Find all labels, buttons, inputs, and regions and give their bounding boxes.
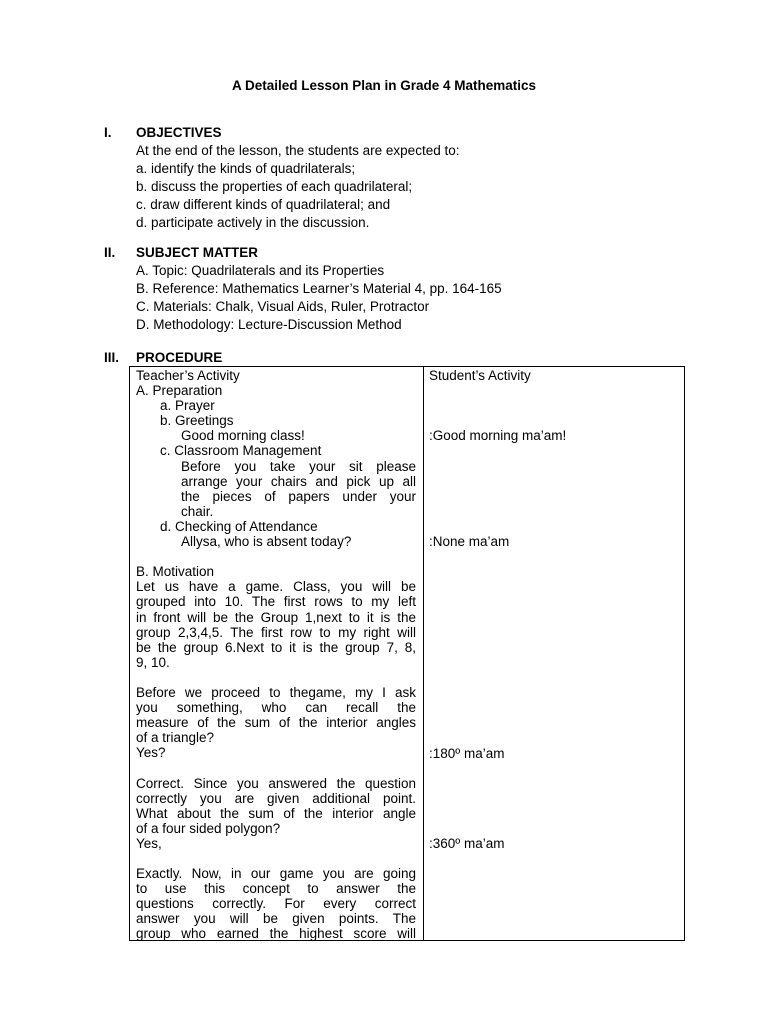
objectives-number: I. bbox=[104, 125, 112, 140]
attendance-item: d. Checking of Attendance bbox=[160, 518, 318, 534]
correct-line: Correct. Since you answered the question bbox=[136, 775, 416, 791]
student-response-triangle: :180º ma’am bbox=[429, 745, 505, 761]
objectives-list bbox=[136, 142, 696, 232]
classroom-management-line: arrange your chairs and pick up all bbox=[181, 473, 416, 489]
column-divider bbox=[423, 367, 424, 940]
subject-materials: C. Materials: Chalk, Visual Aids, Ruler, Protractor bbox=[136, 299, 430, 314]
classroom-management-line: Before you take your sit please bbox=[181, 458, 416, 474]
motivation-line: be the group 6.Next to it is the group 7, 8, bbox=[136, 639, 416, 655]
subject-matter-number: II. bbox=[104, 245, 116, 260]
page-title: A Detailed Lesson Plan in Grade 4 Mathematics bbox=[231, 78, 537, 93]
exactly-line: to use this concept to answer the bbox=[136, 881, 416, 897]
teacher-activity-column bbox=[136, 368, 416, 942]
proceed-line: Yes? bbox=[136, 745, 166, 761]
motivation-line: in front will be the Group 1,next to it is the bbox=[136, 609, 416, 625]
motivation-heading: B. Motivation bbox=[136, 564, 215, 580]
subject-matter-list bbox=[136, 262, 696, 334]
correct-line: of a four sided polygon? bbox=[136, 820, 281, 836]
procedure-number: III. bbox=[104, 350, 120, 365]
subject-reference: B. Reference: Mathematics Learner’s Material 4, pp. 164-165 bbox=[136, 281, 502, 296]
correct-line: What about the sum of the interior angle bbox=[136, 805, 416, 821]
subject-methodology: D. Methodology: Lecture-Discussion Method bbox=[136, 317, 402, 332]
objectives-intro: At the end of the lesson, the students are expected to: bbox=[136, 143, 460, 158]
correct-line: Yes, bbox=[136, 835, 162, 851]
exactly-line: group who earned the highest score will bbox=[136, 926, 416, 942]
classroom-management-line: the pieces of papers under your bbox=[181, 488, 416, 504]
prayer-item: a. Prayer bbox=[160, 398, 215, 414]
objective-item: a. identify the kinds of quadrilaterals; bbox=[136, 161, 356, 176]
motivation-line: 9, 10. bbox=[136, 654, 170, 670]
subject-topic: A. Topic: Quadrilaterals and its Properties bbox=[136, 263, 385, 278]
procedure-table bbox=[129, 366, 685, 941]
greeting-text: Good morning class! bbox=[181, 428, 305, 444]
proceed-line: measure of the sum of the interior angles bbox=[136, 715, 416, 731]
exactly-line: Exactly. Now, in our game you are going bbox=[136, 866, 416, 882]
objective-item: b. discuss the properties of each quadrilateral; bbox=[136, 179, 413, 194]
proceed-line: of a triangle? bbox=[136, 730, 215, 746]
objective-item: c. draw different kinds of quadrilateral; and bbox=[136, 197, 391, 212]
attendance-question: Allysa, who is absent today? bbox=[181, 534, 352, 550]
motivation-line: group 2,3,4,5. The first row to my right will bbox=[136, 624, 416, 640]
correct-line: correctly you are given additional point. bbox=[136, 790, 416, 806]
exactly-line: questions correctly. For every correct bbox=[136, 896, 416, 912]
proceed-line: you something, who can recall the bbox=[136, 700, 416, 716]
student-response-attendance: :None ma’am bbox=[429, 534, 510, 550]
greetings-item: b. Greetings bbox=[160, 413, 234, 429]
proceed-line: Before we proceed to thegame, my I ask bbox=[136, 684, 416, 700]
procedure-heading: PROCEDURE bbox=[136, 350, 223, 365]
motivation-line: Let us have a game. Class, you will be bbox=[136, 579, 416, 595]
objectives-heading: OBJECTIVES bbox=[136, 125, 222, 140]
classroom-management-line: chair. bbox=[181, 503, 214, 519]
preparation-heading: A. Preparation bbox=[136, 383, 223, 399]
student-activity-header: Student’s Activity bbox=[429, 368, 531, 383]
subject-matter-heading: SUBJECT MATTER bbox=[136, 245, 259, 260]
motivation-line: grouped into 10. The first rows to my left bbox=[136, 594, 416, 610]
exactly-line: answer you will be given points. The bbox=[136, 911, 416, 927]
teacher-activity-header: Teacher’s Activity bbox=[136, 368, 240, 383]
student-response-quadrilateral: :360º ma’am bbox=[429, 836, 505, 852]
student-response-greeting: :Good morning ma’am! bbox=[429, 428, 567, 444]
classroom-management-item: c. Classroom Management bbox=[160, 443, 322, 459]
objective-item: d. participate actively in the discussion. bbox=[136, 215, 370, 230]
